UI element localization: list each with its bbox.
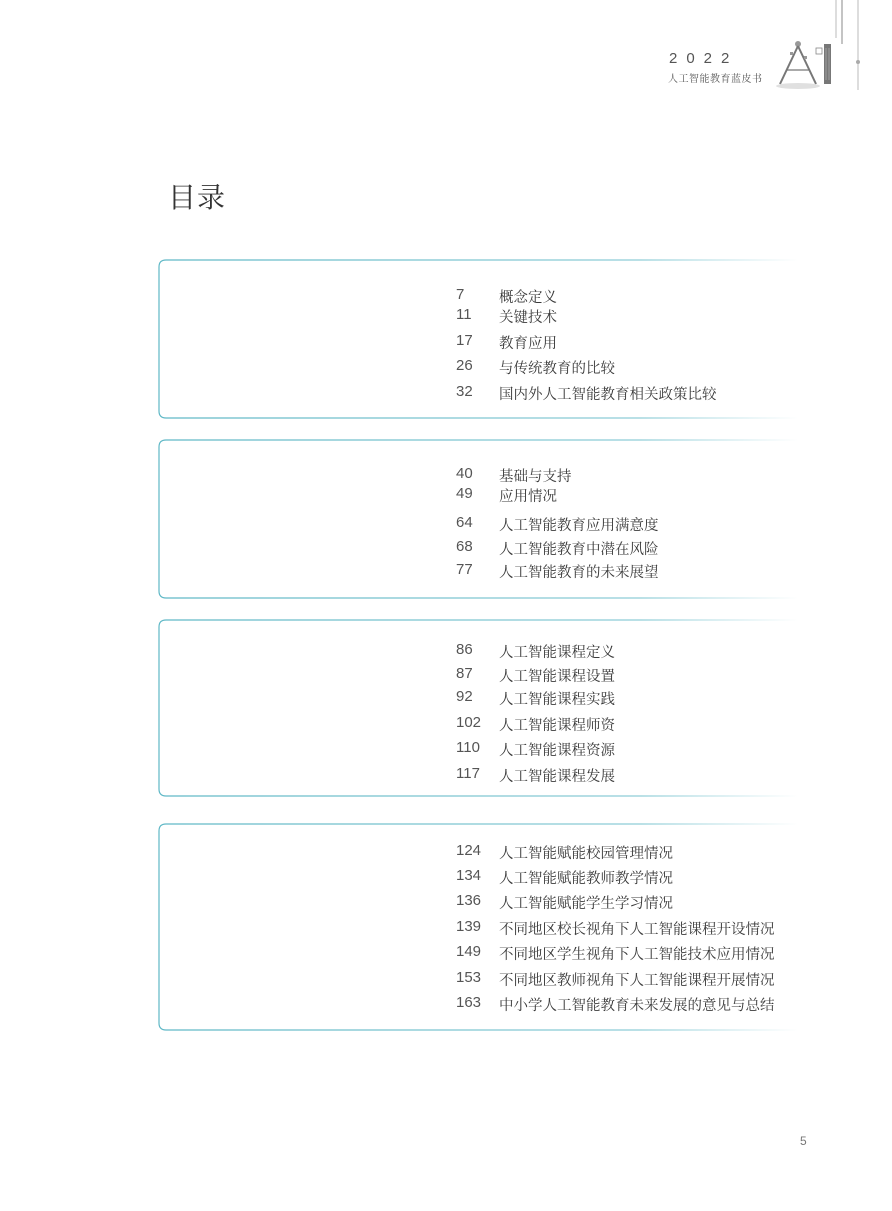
toc-entry-title: 概念定义 (499, 290, 557, 306)
toc-entry-title: 人工智能教育的未来展望 (499, 565, 659, 581)
header-year: 2022 (669, 50, 739, 67)
toc-page-number: 40 (456, 465, 473, 482)
toc-entry-title: 国内外人工智能教育相关政策比较 (499, 387, 717, 403)
page-title: 目录 (168, 181, 227, 214)
toc-page-number: 110 (456, 739, 480, 756)
toc-page-number: 17 (456, 332, 473, 349)
toc-entry-title: 不同地区教师视角下人工智能课程开展情况 (499, 973, 775, 989)
toc-page-number: 64 (456, 514, 473, 531)
toc-page-number: 11 (456, 306, 472, 323)
toc-entry-title: 与传统教育的比较 (499, 361, 615, 377)
toc-section (158, 258, 798, 420)
toc-entry-title: 人工智能课程资源 (499, 743, 615, 759)
toc-entry-title: 人工智能课程师资 (499, 718, 615, 734)
toc-entry-title: 不同地区校长视角下人工智能课程开设情况 (499, 922, 775, 938)
toc-entry-title: 人工智能赋能教师教学情况 (499, 871, 673, 887)
toc-page-number: 153 (456, 969, 482, 986)
toc-page-number: 26 (456, 357, 473, 374)
toc-page-number: 92 (456, 688, 473, 705)
toc-entry-title: 教育应用 (499, 336, 557, 352)
toc-section (158, 438, 798, 600)
toc-page-number: 49 (456, 485, 473, 502)
toc-page-number: 149 (456, 943, 482, 960)
toc-entry-title: 不同地区学生视角下人工智能技术应用情况 (499, 947, 775, 963)
toc-page-number: 134 (456, 867, 482, 884)
toc-entry-title: 关键技术 (499, 310, 557, 326)
toc-entry-title: 人工智能课程发展 (499, 769, 615, 785)
page-number: 5 (800, 1134, 807, 1148)
toc-entry-title: 人工智能教育中潜在风险 (499, 542, 659, 558)
toc-entry-title: 人工智能教育应用满意度 (499, 518, 659, 534)
toc-entry-title: 人工智能赋能校园管理情况 (499, 846, 673, 862)
toc-page-number: 7 (456, 286, 465, 303)
toc-page-number: 86 (456, 641, 473, 658)
toc-section (158, 822, 798, 1032)
toc-page-number: 77 (456, 561, 473, 578)
toc-page-number: 139 (456, 918, 482, 935)
toc-page-number: 102 (456, 714, 482, 731)
toc-page-number: 68 (456, 538, 473, 555)
toc-entry-title: 中小学人工智能教育未来发展的意见与总结 (499, 998, 775, 1014)
compass-ai-logo-icon (772, 0, 892, 100)
toc-entry-title: 人工智能赋能学生学习情况 (499, 896, 673, 912)
toc-page-number: 87 (456, 665, 473, 682)
toc-page-number: 124 (456, 842, 482, 859)
toc-entry-title: 人工智能课程定义 (499, 645, 615, 661)
header-book-title: 人工智能教育蓝皮书 (668, 74, 763, 85)
toc-entry-title: 人工智能课程设置 (499, 669, 615, 685)
toc-entry-title: 人工智能课程实践 (499, 692, 615, 708)
toc-section (158, 618, 798, 798)
toc-page-number: 163 (456, 994, 482, 1011)
toc-page-number: 136 (456, 892, 482, 909)
toc-entry-title: 基础与支持 (499, 469, 572, 485)
toc-page-number: 117 (456, 765, 480, 782)
toc-page-number: 32 (456, 383, 473, 400)
toc-entry-title: 应用情况 (499, 489, 557, 505)
